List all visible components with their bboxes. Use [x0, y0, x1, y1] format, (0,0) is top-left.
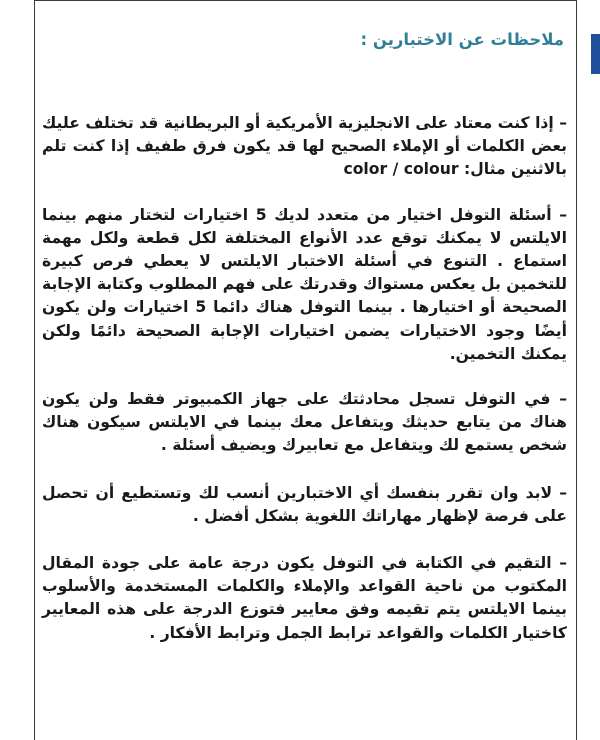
note-writing-assessment: – التقيم في الكتابة في التوفل يكون درجة عامة على جودة المقال المكتوب من ناحية القواعد والإملاء والكلمات المستخدمة والأسلوب بينما الايلتس يتم تقيمه وفق معايير فتوزع الدرجة على هذه المعايير كاختيار الكلمات والقواعد ترابط الجمل وترابط الأفكار . — [42, 554, 567, 642]
note-choose-test: – لابد وان تقرر بنفسك أي الاختبارين أنسب لك وتستطيع أن تحصل على فرصة لإظهار مهاراتك اللغوية بشكل أفضل . — [42, 483, 567, 525]
accent-bar — [591, 34, 600, 74]
notes-list — [42, 112, 567, 645]
note-question-types: – أسئلة التوفل اختيار من متعدد لديك 5 اختيارات لتختار منهم بينما الايلتس لا يمكنك توقع عدد الأنواع المختلفة لكل قطعة ولكل مهمة استماع . التنوع في أسئلة الاختبار الايلتس لا يعطي فرص كبيرة للتخمين بل يعكس مستواك وقدرتك على فهم المطلوب وكتابة الإجابة الصحيحة أو اختيارها . بينما التوفل هناك دائما 5 اختيارات ولن يكون أيضًا وجود الاختيارات يضمن اختيارات الإجابة الصحيحة دائمًا ولكن يمكنك التخمين. — [42, 205, 567, 363]
note-speaking-test: – في التوفل تسجل محادثتك على جهاز الكمبيوتر فقط ولن يكون هناك من يتابع حديثك ويتفاعل معك بينما في الايلتس سيكون هناك شخص يستمع لك ويتفاعل مع تعابيرك ويضيف أسئلة . — [42, 390, 567, 455]
document-title: ملاحظات عن الاختبارين : — [360, 30, 564, 49]
note-spelling-differences: – إذا كنت معتاد على الانجليزية الأمريكية أو البريطانية قد تختلف عليك بعض الكلمات أو الإملاء الصحيح لها قد يكون فرق طفيف إذا كنت تلم بالاثنين مثال: color / colour — [42, 114, 567, 179]
